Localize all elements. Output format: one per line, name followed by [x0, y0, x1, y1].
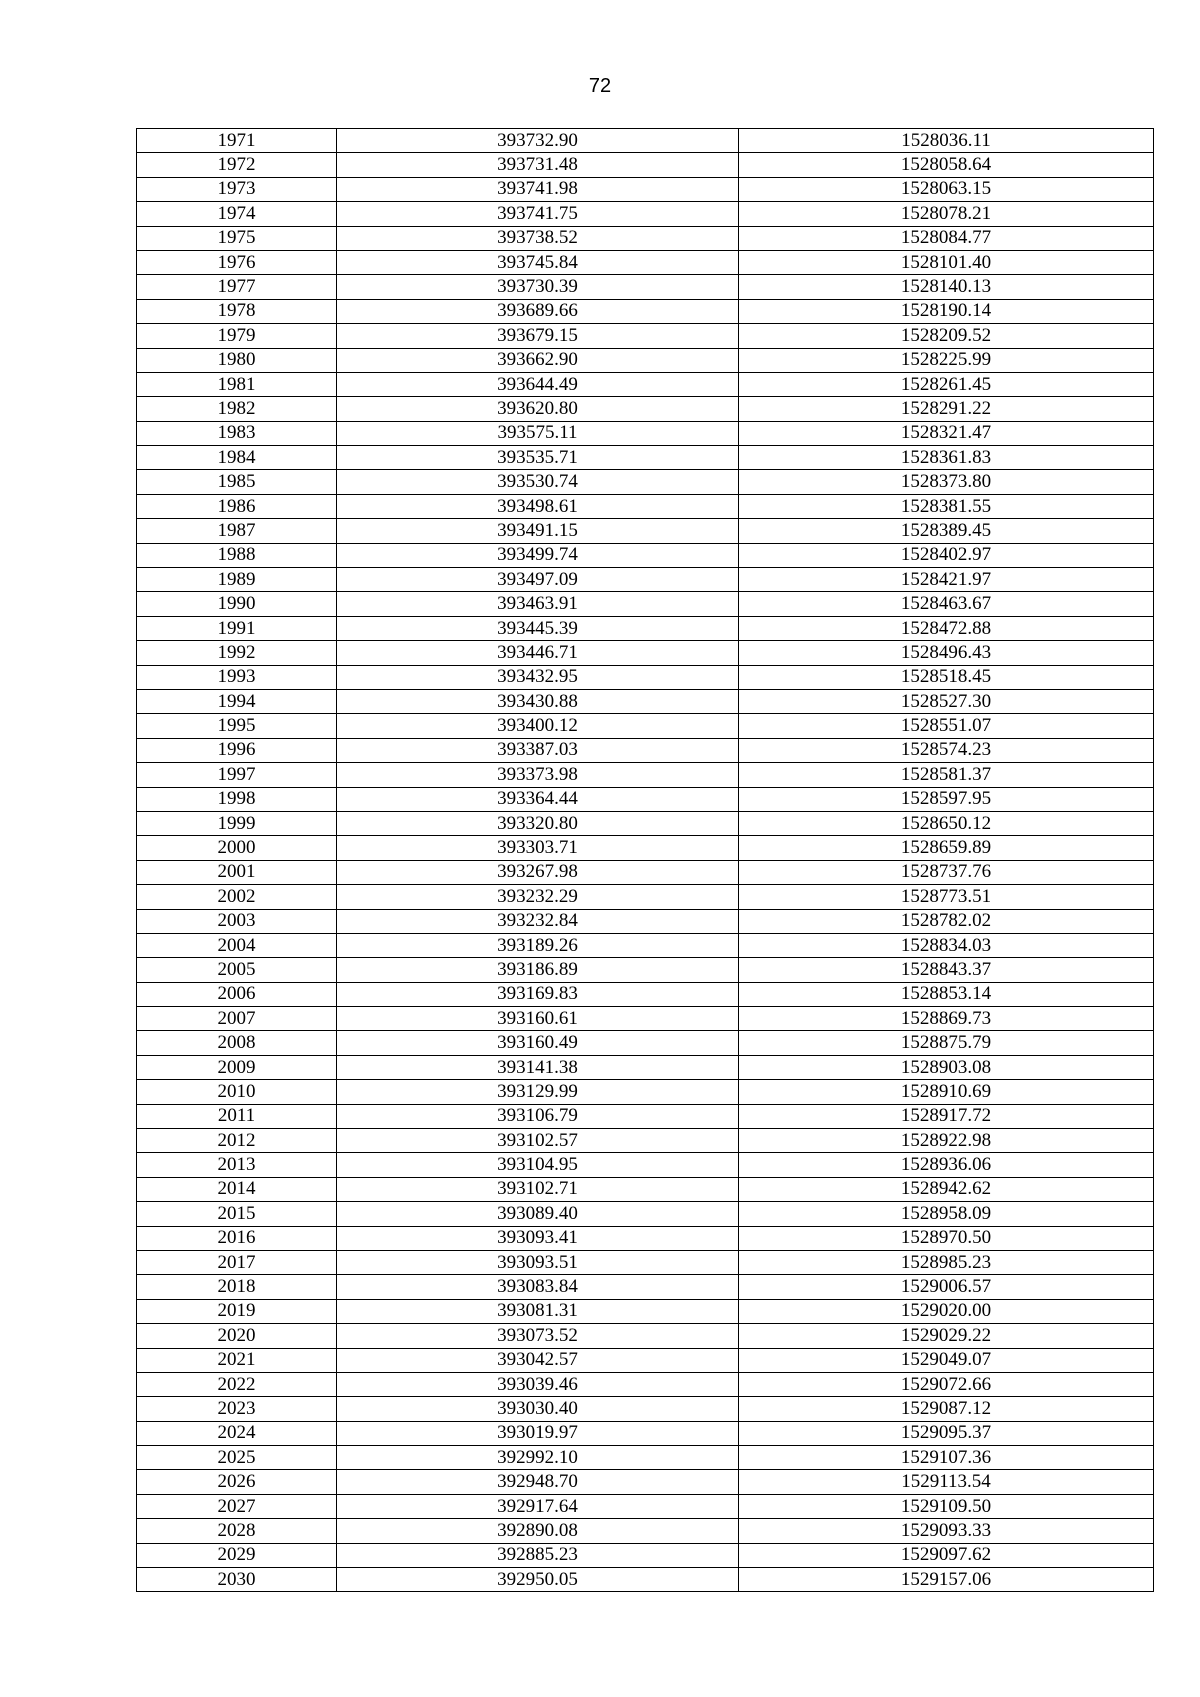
- table-row: [137, 226, 1154, 250]
- y-coordinate-cell: 1529113.54: [739, 1470, 1154, 1494]
- x-coordinate-cell: 393189.26: [337, 933, 739, 957]
- point-number-cell: 1985: [137, 470, 337, 494]
- table-row: [137, 738, 1154, 762]
- y-coordinate-cell: 1528551.07: [739, 714, 1154, 738]
- table-row: [137, 470, 1154, 494]
- x-coordinate-cell: 393303.71: [337, 836, 739, 860]
- point-number-cell: 2016: [137, 1226, 337, 1250]
- point-number-cell: 2006: [137, 982, 337, 1006]
- y-coordinate-cell: 1528970.50: [739, 1226, 1154, 1250]
- point-number-cell: 2004: [137, 933, 337, 957]
- table-row: [137, 153, 1154, 177]
- table-row: [137, 811, 1154, 835]
- table-row: [137, 933, 1154, 957]
- x-coordinate-cell: 392950.05: [337, 1568, 739, 1592]
- table-row: [137, 1324, 1154, 1348]
- point-number-cell: 2015: [137, 1202, 337, 1226]
- x-coordinate-cell: 393141.38: [337, 1055, 739, 1079]
- point-number-cell: 2011: [137, 1104, 337, 1128]
- y-coordinate-cell: 1528581.37: [739, 763, 1154, 787]
- x-coordinate-cell: 393169.83: [337, 982, 739, 1006]
- x-coordinate-cell: 393491.15: [337, 519, 739, 543]
- x-coordinate-cell: 393102.57: [337, 1129, 739, 1153]
- y-coordinate-cell: 1528922.98: [739, 1129, 1154, 1153]
- x-coordinate-cell: 393106.79: [337, 1104, 739, 1128]
- y-coordinate-cell: 1528650.12: [739, 811, 1154, 835]
- x-coordinate-cell: 393232.29: [337, 885, 739, 909]
- x-coordinate-cell: 393102.71: [337, 1177, 739, 1201]
- x-coordinate-cell: 393535.71: [337, 446, 739, 470]
- x-coordinate-cell: 393644.49: [337, 372, 739, 396]
- table-row: [137, 1129, 1154, 1153]
- point-number-cell: 2017: [137, 1250, 337, 1274]
- point-number-cell: 2010: [137, 1080, 337, 1104]
- point-number-cell: 1988: [137, 543, 337, 567]
- point-number-cell: 1971: [137, 129, 337, 153]
- y-coordinate-cell: 1529006.57: [739, 1275, 1154, 1299]
- table-row: [137, 1031, 1154, 1055]
- point-number-cell: 2002: [137, 885, 337, 909]
- table-row: [137, 909, 1154, 933]
- table-row: [137, 1177, 1154, 1201]
- point-number-cell: 2007: [137, 1007, 337, 1031]
- x-coordinate-cell: 393620.80: [337, 397, 739, 421]
- point-number-cell: 1973: [137, 177, 337, 201]
- x-coordinate-cell: 393030.40: [337, 1397, 739, 1421]
- table-row: [137, 1153, 1154, 1177]
- table-row: [137, 641, 1154, 665]
- y-coordinate-cell: 1529087.12: [739, 1397, 1154, 1421]
- y-coordinate-cell: 1528869.73: [739, 1007, 1154, 1031]
- y-coordinate-cell: 1528527.30: [739, 689, 1154, 713]
- x-coordinate-cell: 393499.74: [337, 543, 739, 567]
- point-number-cell: 2012: [137, 1129, 337, 1153]
- point-number-cell: 1996: [137, 738, 337, 762]
- x-coordinate-cell: 393679.15: [337, 324, 739, 348]
- x-coordinate-cell: 393400.12: [337, 714, 739, 738]
- point-number-cell: 1977: [137, 275, 337, 299]
- table-row: [137, 787, 1154, 811]
- point-number-cell: 1997: [137, 763, 337, 787]
- point-number-cell: 1989: [137, 568, 337, 592]
- x-coordinate-cell: 393267.98: [337, 860, 739, 884]
- table-row: [137, 202, 1154, 226]
- x-coordinate-cell: 393186.89: [337, 958, 739, 982]
- table-row: [137, 1055, 1154, 1079]
- point-number-cell: 2021: [137, 1348, 337, 1372]
- x-coordinate-cell: 393498.61: [337, 494, 739, 518]
- y-coordinate-cell: 1528917.72: [739, 1104, 1154, 1128]
- x-coordinate-cell: 393019.97: [337, 1421, 739, 1445]
- y-coordinate-cell: 1528463.67: [739, 592, 1154, 616]
- table-body: [137, 129, 1154, 1592]
- point-number-cell: 1998: [137, 787, 337, 811]
- x-coordinate-cell: 393575.11: [337, 421, 739, 445]
- y-coordinate-cell: 1528402.97: [739, 543, 1154, 567]
- y-coordinate-cell: 1528853.14: [739, 982, 1154, 1006]
- table-row: [137, 519, 1154, 543]
- y-coordinate-cell: 1528209.52: [739, 324, 1154, 348]
- x-coordinate-cell: 393730.39: [337, 275, 739, 299]
- table-row: [137, 129, 1154, 153]
- y-coordinate-cell: 1528936.06: [739, 1153, 1154, 1177]
- point-number-cell: 2028: [137, 1519, 337, 1543]
- table-row: [137, 1568, 1154, 1592]
- x-coordinate-cell: 393745.84: [337, 250, 739, 274]
- x-coordinate-cell: 393731.48: [337, 153, 739, 177]
- table-row: [137, 1250, 1154, 1274]
- point-number-cell: 1994: [137, 689, 337, 713]
- y-coordinate-cell: 1528078.21: [739, 202, 1154, 226]
- table-row: [137, 1372, 1154, 1396]
- point-number-cell: 1972: [137, 153, 337, 177]
- y-coordinate-cell: 1529049.07: [739, 1348, 1154, 1372]
- table-row: [137, 275, 1154, 299]
- table-row: [137, 665, 1154, 689]
- y-coordinate-cell: 1529107.36: [739, 1446, 1154, 1470]
- x-coordinate-cell: 393364.44: [337, 787, 739, 811]
- point-number-cell: 1982: [137, 397, 337, 421]
- x-coordinate-cell: 393093.41: [337, 1226, 739, 1250]
- y-coordinate-cell: 1529020.00: [739, 1299, 1154, 1323]
- x-coordinate-cell: 393039.46: [337, 1372, 739, 1396]
- y-coordinate-cell: 1528361.83: [739, 446, 1154, 470]
- table-row: [137, 616, 1154, 640]
- y-coordinate-cell: 1528373.80: [739, 470, 1154, 494]
- x-coordinate-cell: 392992.10: [337, 1446, 739, 1470]
- table-row: [137, 372, 1154, 396]
- table-row: [137, 348, 1154, 372]
- y-coordinate-cell: 1529072.66: [739, 1372, 1154, 1396]
- point-number-cell: 2014: [137, 1177, 337, 1201]
- point-number-cell: 1993: [137, 665, 337, 689]
- point-number-cell: 1991: [137, 616, 337, 640]
- page-number: 72: [588, 75, 612, 97]
- table-row: [137, 1080, 1154, 1104]
- point-number-cell: 2023: [137, 1397, 337, 1421]
- table-row: [137, 860, 1154, 884]
- x-coordinate-cell: 393432.95: [337, 665, 739, 689]
- point-number-cell: 1974: [137, 202, 337, 226]
- x-coordinate-cell: 393089.40: [337, 1202, 739, 1226]
- point-number-cell: 1975: [137, 226, 337, 250]
- table-row: [137, 299, 1154, 323]
- y-coordinate-cell: 1528261.45: [739, 372, 1154, 396]
- point-number-cell: 2008: [137, 1031, 337, 1055]
- y-coordinate-cell: 1528773.51: [739, 885, 1154, 909]
- x-coordinate-cell: 393373.98: [337, 763, 739, 787]
- table-row: [137, 1275, 1154, 1299]
- point-number-cell: 2024: [137, 1421, 337, 1445]
- coordinate-table: [136, 128, 1154, 1592]
- table-row: [137, 689, 1154, 713]
- x-coordinate-cell: 393104.95: [337, 1153, 739, 1177]
- y-coordinate-cell: 1528574.23: [739, 738, 1154, 762]
- table-row: [137, 250, 1154, 274]
- table-row: [137, 568, 1154, 592]
- y-coordinate-cell: 1528834.03: [739, 933, 1154, 957]
- point-number-cell: 1981: [137, 372, 337, 396]
- point-number-cell: 1995: [137, 714, 337, 738]
- y-coordinate-cell: 1528737.76: [739, 860, 1154, 884]
- x-coordinate-cell: 393446.71: [337, 641, 739, 665]
- table-row: [137, 1202, 1154, 1226]
- x-coordinate-cell: 393741.75: [337, 202, 739, 226]
- y-coordinate-cell: 1528140.13: [739, 275, 1154, 299]
- table-row: [137, 446, 1154, 470]
- table-row: [137, 763, 1154, 787]
- table-row: [137, 1519, 1154, 1543]
- y-coordinate-cell: 1528985.23: [739, 1250, 1154, 1274]
- x-coordinate-cell: 392948.70: [337, 1470, 739, 1494]
- point-number-cell: 2029: [137, 1543, 337, 1567]
- point-number-cell: 2020: [137, 1324, 337, 1348]
- y-coordinate-cell: 1528036.11: [739, 129, 1154, 153]
- y-coordinate-cell: 1529093.33: [739, 1519, 1154, 1543]
- y-coordinate-cell: 1528291.22: [739, 397, 1154, 421]
- y-coordinate-cell: 1528381.55: [739, 494, 1154, 518]
- y-coordinate-cell: 1528063.15: [739, 177, 1154, 201]
- table-row: [137, 324, 1154, 348]
- y-coordinate-cell: 1528843.37: [739, 958, 1154, 982]
- table-row: [137, 397, 1154, 421]
- x-coordinate-cell: 393042.57: [337, 1348, 739, 1372]
- x-coordinate-cell: 393160.49: [337, 1031, 739, 1055]
- table-row: [137, 1226, 1154, 1250]
- y-coordinate-cell: 1528910.69: [739, 1080, 1154, 1104]
- point-number-cell: 2027: [137, 1494, 337, 1518]
- y-coordinate-cell: 1528942.62: [739, 1177, 1154, 1201]
- table-row: [137, 836, 1154, 860]
- y-coordinate-cell: 1528875.79: [739, 1031, 1154, 1055]
- x-coordinate-cell: 393445.39: [337, 616, 739, 640]
- y-coordinate-cell: 1528421.97: [739, 568, 1154, 592]
- y-coordinate-cell: 1528389.45: [739, 519, 1154, 543]
- x-coordinate-cell: 393320.80: [337, 811, 739, 835]
- x-coordinate-cell: 392890.08: [337, 1519, 739, 1543]
- x-coordinate-cell: 393732.90: [337, 129, 739, 153]
- point-number-cell: 2018: [137, 1275, 337, 1299]
- table-row: [137, 1397, 1154, 1421]
- y-coordinate-cell: 1528782.02: [739, 909, 1154, 933]
- y-coordinate-cell: 1528903.08: [739, 1055, 1154, 1079]
- point-number-cell: 1999: [137, 811, 337, 835]
- x-coordinate-cell: 393530.74: [337, 470, 739, 494]
- table-row: [137, 1421, 1154, 1445]
- x-coordinate-cell: 393083.84: [337, 1275, 739, 1299]
- table-row: [137, 982, 1154, 1006]
- y-coordinate-cell: 1528058.64: [739, 153, 1154, 177]
- x-coordinate-cell: 393741.98: [337, 177, 739, 201]
- y-coordinate-cell: 1529097.62: [739, 1543, 1154, 1567]
- table-row: [137, 958, 1154, 982]
- point-number-cell: 2030: [137, 1568, 337, 1592]
- x-coordinate-cell: 393232.84: [337, 909, 739, 933]
- y-coordinate-cell: 1529109.50: [739, 1494, 1154, 1518]
- y-coordinate-cell: 1529029.22: [739, 1324, 1154, 1348]
- table-row: [137, 543, 1154, 567]
- point-number-cell: 1980: [137, 348, 337, 372]
- point-number-cell: 2005: [137, 958, 337, 982]
- y-coordinate-cell: 1528225.99: [739, 348, 1154, 372]
- y-coordinate-cell: 1528597.95: [739, 787, 1154, 811]
- y-coordinate-cell: 1528190.14: [739, 299, 1154, 323]
- y-coordinate-cell: 1528472.88: [739, 616, 1154, 640]
- table-row: [137, 1104, 1154, 1128]
- point-number-cell: 2003: [137, 909, 337, 933]
- point-number-cell: 1986: [137, 494, 337, 518]
- point-number-cell: 1976: [137, 250, 337, 274]
- x-coordinate-cell: 393160.61: [337, 1007, 739, 1031]
- point-number-cell: 1992: [137, 641, 337, 665]
- x-coordinate-cell: 393387.03: [337, 738, 739, 762]
- x-coordinate-cell: 393497.09: [337, 568, 739, 592]
- x-coordinate-cell: 393129.99: [337, 1080, 739, 1104]
- y-coordinate-cell: 1528659.89: [739, 836, 1154, 860]
- point-number-cell: 2009: [137, 1055, 337, 1079]
- table-row: [137, 177, 1154, 201]
- point-number-cell: 2019: [137, 1299, 337, 1323]
- table-row: [137, 1494, 1154, 1518]
- y-coordinate-cell: 1528101.40: [739, 250, 1154, 274]
- point-number-cell: 1978: [137, 299, 337, 323]
- table-row: [137, 1446, 1154, 1470]
- y-coordinate-cell: 1528321.47: [739, 421, 1154, 445]
- y-coordinate-cell: 1528518.45: [739, 665, 1154, 689]
- point-number-cell: 1990: [137, 592, 337, 616]
- table-row: [137, 592, 1154, 616]
- point-number-cell: 1987: [137, 519, 337, 543]
- x-coordinate-cell: 392917.64: [337, 1494, 739, 1518]
- x-coordinate-cell: 393662.90: [337, 348, 739, 372]
- table-row: [137, 494, 1154, 518]
- table-row: [137, 714, 1154, 738]
- y-coordinate-cell: 1528084.77: [739, 226, 1154, 250]
- table-row: [137, 1348, 1154, 1372]
- point-number-cell: 2000: [137, 836, 337, 860]
- x-coordinate-cell: 392885.23: [337, 1543, 739, 1567]
- point-number-cell: 1983: [137, 421, 337, 445]
- table-row: [137, 1543, 1154, 1567]
- y-coordinate-cell: 1529095.37: [739, 1421, 1154, 1445]
- table-row: [137, 421, 1154, 445]
- x-coordinate-cell: 393073.52: [337, 1324, 739, 1348]
- table-row: [137, 1007, 1154, 1031]
- x-coordinate-cell: 393081.31: [337, 1299, 739, 1323]
- y-coordinate-cell: 1528958.09: [739, 1202, 1154, 1226]
- table-row: [137, 885, 1154, 909]
- y-coordinate-cell: 1529157.06: [739, 1568, 1154, 1592]
- y-coordinate-cell: 1528496.43: [739, 641, 1154, 665]
- x-coordinate-cell: 393463.91: [337, 592, 739, 616]
- point-number-cell: 2001: [137, 860, 337, 884]
- point-number-cell: 1979: [137, 324, 337, 348]
- x-coordinate-cell: 393430.88: [337, 689, 739, 713]
- x-coordinate-cell: 393093.51: [337, 1250, 739, 1274]
- point-number-cell: 2022: [137, 1372, 337, 1396]
- point-number-cell: 1984: [137, 446, 337, 470]
- x-coordinate-cell: 393738.52: [337, 226, 739, 250]
- point-number-cell: 2025: [137, 1446, 337, 1470]
- table-row: [137, 1470, 1154, 1494]
- point-number-cell: 2026: [137, 1470, 337, 1494]
- x-coordinate-cell: 393689.66: [337, 299, 739, 323]
- table-row: [137, 1299, 1154, 1323]
- point-number-cell: 2013: [137, 1153, 337, 1177]
